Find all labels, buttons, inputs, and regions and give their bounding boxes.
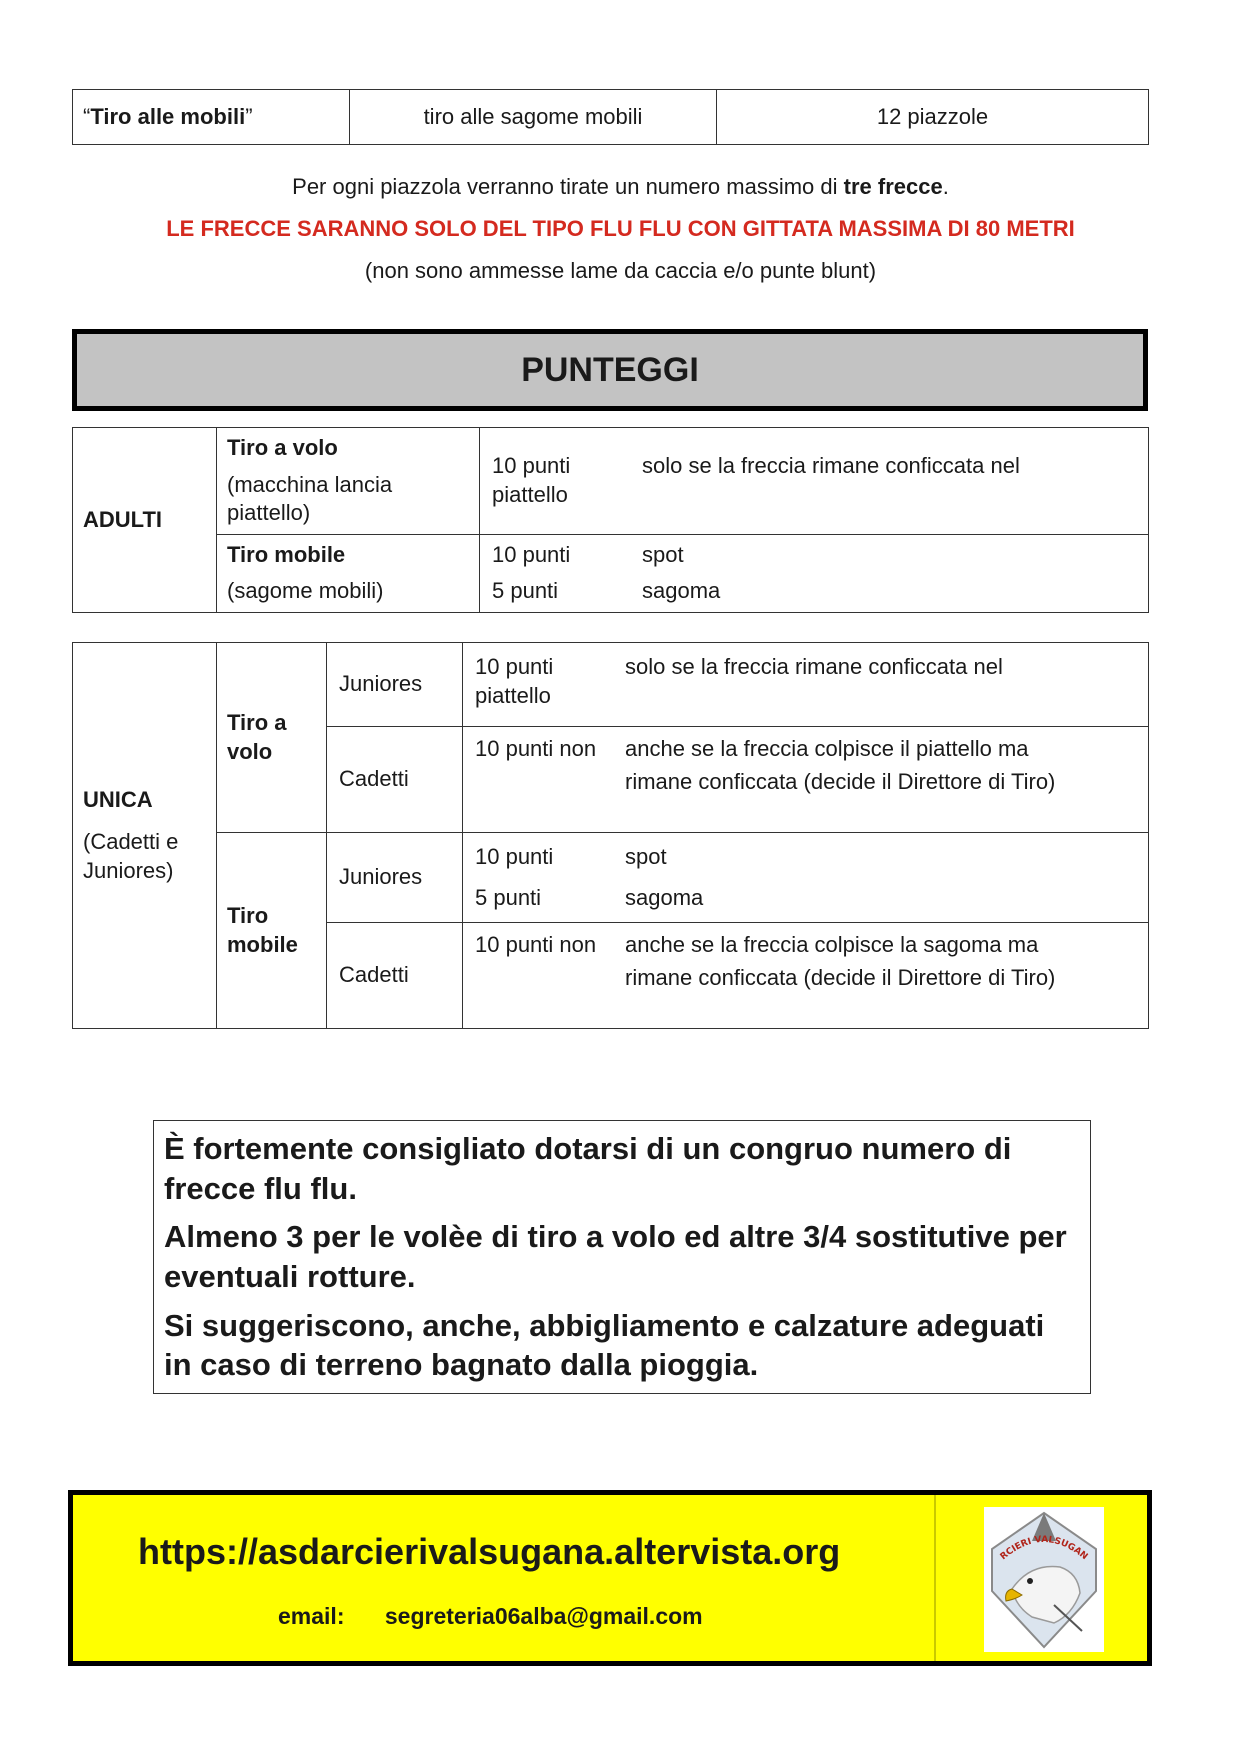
points-text: 10 punti	[475, 844, 554, 869]
score-note: anche se la freccia colpisce il piattello ma	[625, 736, 1029, 761]
section-title: PUNTEGGI	[72, 329, 1148, 411]
footer-divider	[934, 1495, 936, 1661]
score-note: spot	[625, 844, 667, 869]
score-note: solo se la freccia rimane conficcata nel	[642, 453, 1020, 478]
score-note: spot	[642, 541, 684, 567]
svg-text:ARCIERI VALSUGANA: RCIERI VALSUGAN	[998, 1534, 1090, 1563]
advice-paragraph: È fortemente consigliato dotarsi di un congruo numero di frecce flu flu.	[164, 1131, 1012, 1206]
rule-line-1-bold: tre frecce	[843, 174, 943, 199]
warning-line: LE FRECCE SARANNO SOLO DEL TIPO FLU FLU CON GITTATA MASSIMA DI 80 METRI	[166, 216, 1075, 241]
unica-table	[72, 642, 1149, 1029]
points-text: 10 punti non	[475, 932, 597, 957]
table-row	[73, 428, 1149, 535]
adulti-mobile-title: Tiro mobile	[227, 541, 346, 567]
unica-mobile-title: Tiro mobile	[217, 833, 327, 1029]
event-description: tiro alle sagome mobili	[350, 90, 717, 145]
adulti-volo-sub: (macchina lancia piattello)	[227, 471, 393, 526]
rule-line-1-suffix: .	[942, 174, 949, 199]
adulti-mobile-sub: (sagome mobili)	[227, 578, 384, 604]
score-note: rimane conficcata (decide il Direttore di Tiro)	[625, 768, 1056, 794]
footer-banner	[68, 1490, 1152, 1666]
adulti-volo-score	[480, 428, 1149, 535]
table-row	[73, 534, 1149, 612]
unica-category-sub: (Cadetti e Juniores)	[83, 829, 179, 883]
score-cell	[463, 727, 1149, 833]
points-text: 5 punti	[475, 884, 542, 910]
adulti-table	[72, 427, 1149, 613]
points-text: 10 punti non	[475, 736, 597, 761]
top-table	[72, 89, 1149, 145]
score-note: rimane conficcata (decide il Direttore di Tiro)	[625, 964, 1056, 990]
adulti-category: ADULTI	[73, 428, 217, 613]
email-link[interactable]: segreteria06alba@gmail.com	[384, 1603, 703, 1629]
website-link[interactable]: https://asdarcierivalsugana.altervista.org	[138, 1531, 841, 1572]
group-label: Juniores	[327, 833, 463, 923]
unica-volo-title: Tiro a volo	[217, 643, 327, 833]
score-note: solo se la freccia rimane conficcata nel	[625, 654, 1003, 679]
email-label: email:	[278, 1603, 345, 1629]
eagle-logo-icon	[984, 1507, 1104, 1652]
club-logo	[984, 1507, 1104, 1652]
score-cell	[463, 643, 1149, 727]
email-row	[278, 1603, 703, 1630]
points-text: 10 punti	[492, 541, 571, 567]
score-note: sagoma	[625, 884, 704, 910]
advice-paragraph: Almeno 3 per le volèe di tiro a volo ed altre 3/4 sostitutive per eventuali rotture.	[164, 1219, 1067, 1295]
score-cell	[463, 923, 1149, 1029]
score-note: sagoma	[642, 578, 721, 604]
unica-category: UNICA	[83, 786, 153, 812]
advice-box	[153, 1120, 1091, 1394]
table-row	[73, 90, 1149, 145]
adulti-volo-cell	[217, 428, 480, 535]
unica-category-cell	[73, 643, 217, 1029]
rule-line-1	[0, 174, 1241, 200]
group-label: Cadetti	[327, 727, 463, 833]
table-row	[73, 833, 1149, 923]
score-note: anche se la freccia colpisce la sagoma ma	[625, 932, 1039, 957]
table-row	[73, 643, 1149, 727]
rule-line-3: (non sono ammesse lame da caccia e/o punte blunt)	[364, 258, 877, 283]
event-name-cell: “Tiro alle mobili”	[73, 90, 350, 145]
event-name: Tiro alle mobili	[90, 103, 246, 129]
points-text: 10 punti piattello	[475, 654, 554, 708]
rule-line-1-prefix: Per ogni piazzola verranno tirate un numero massimo di	[292, 174, 844, 199]
group-label: Juniores	[327, 643, 463, 727]
event-count: 12 piazzole	[717, 90, 1149, 145]
group-label: Cadetti	[327, 923, 463, 1029]
adulti-volo-title: Tiro a volo	[227, 435, 338, 460]
points-text: 5 punti	[492, 578, 559, 604]
score-cell	[463, 833, 1149, 923]
adulti-mobile-score	[480, 534, 1149, 612]
adulti-mobile-cell	[217, 534, 480, 612]
advice-paragraph: Si suggeriscono, anche, abbigliamento e calzature adeguati in caso di terreno bagnato dalla pioggia.	[164, 1307, 1045, 1383]
points-text: 10 punti piattello	[492, 453, 571, 507]
